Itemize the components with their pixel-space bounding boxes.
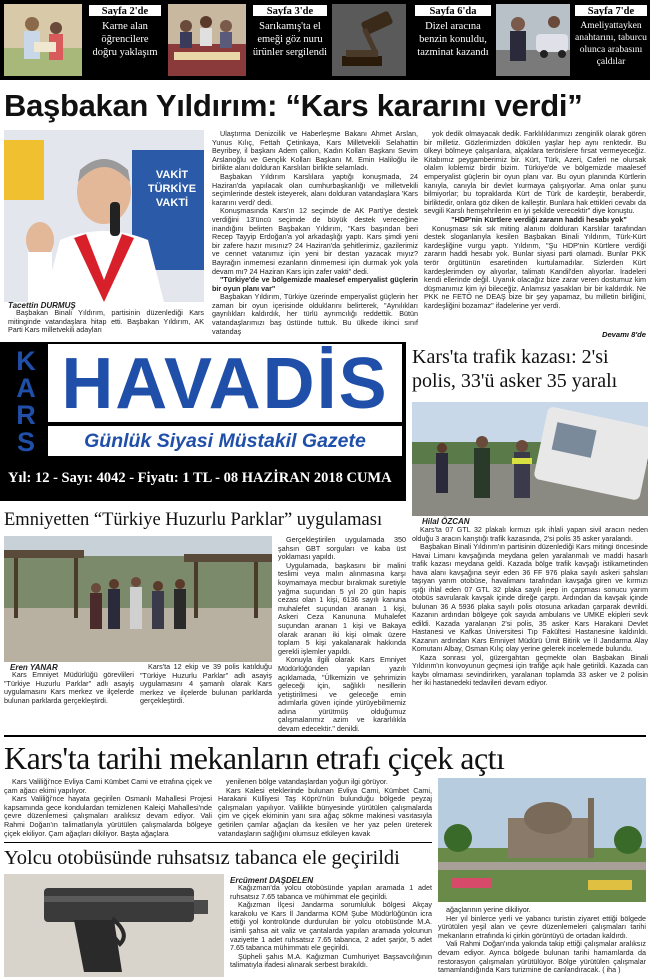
parks-reporter: Eren YANAR: [10, 663, 58, 672]
parks-headline[interactable]: Emniyetten “Türkiye Huzurlu Parklar” uygulaması: [4, 510, 383, 530]
traffic-body: Kars'ta 07 GTL 32 plakalı kırmızı ışık ihlali yapan sivil aracın neden olduğu 3 aracın karıştığı trafik kazasında, 2'si polis 35 asker yaralandı. Başbakan Binali Yıldırım'ın partisinin düzenlediği Kars mitingi öncesinde Havai Limanı kavşağında meydana gelen yaralanmalı ve maddi hasarlı trafik kazası meydana geldi. Kazada bölge trafik kavşağı istikametinden hava alanı kavşağına seyir eden 36 FF 976 plaka sayılı askeri şahsları taşıyan yarım otobüse, havalimanı tarafından kavşağa giren ve kırmızı ışığı ihlal eden 07 GTL 32 plaka sayılı jeep in çarpması sonucu yarım otobüs savrularak kavşak içinde direğe çarptı. Ardından da kavşak içinde bulunan 36 A 5936 plaka sayılı polis otosuna arkadan çarparak devrildi. Kazanın ardından bölgeye çok sayıda ambulans ve UMKE ekipleri sevk edildi. Kazada yaralanan 2'si polis, 35 asker Kars Harakani Devlet Hastanesi ve Kafkas Üniversitesi Tıp Fakültesi Hastanesine kaldırıldı. Kazanın ardından Kars Emniyet Müdürü Ümit Bitirik ve İl Jandarma Alay Komutanı Albay, Osman Kılıç olay yerine gelerek incelemede bulundu. Kaza sonrası yol, güzergahtan geçmekte olan Başbakan Binali Yıldırım'ın konvoyunun geçmesi için trafiğe açık hale getirildi. Kazada can kaybı olmaması sevindirirken, yaralanan toplamda 33 asker ve 2 polisin her iki hastanedeki tedavileri devam ediyor.: [412, 526, 648, 687]
traffic-headline[interactable]: Kars'ta trafik kazası: 2'si polis, 33'ü asker 35 yaralı: [412, 346, 618, 392]
flowers-headline[interactable]: Kars'ta tarihi mekanların etrafı çiçek açtı: [4, 740, 505, 776]
teaser-2-label: Sayfa 3'de: [252, 4, 328, 17]
teaser-4-text: Ameliyattayken anahtarını, taburcu olunca arabasını çaldılar: [575, 20, 647, 67]
masthead-tagline: Günlük Siyasi Müstakil Gazete: [48, 426, 402, 456]
traffic-reporter: Hilal ÖZCAN: [422, 517, 470, 526]
lead-photo: [4, 130, 204, 302]
masthead-issue-info: Yıl: 12 - Sayı: 4042 - Fiyatı: 1 TL - 08 HAZİRAN 2018 CUMA: [8, 470, 392, 486]
pistol-reporter: Ercüment DAŞDELEN: [230, 876, 314, 885]
pistol-body: Kağızman'da yolcu otobüsünde yapılan aramada 1 adet ruhsatsız 7.65 tabanca ve mühimmat ele geçirildi. Kağızman İlçesi Jandarma sorumluluk bölgesi Akçay karakolu ve Kars İl Jandarma KOM Şube Müdürlüğünün icra ettiği yol kontrolünde durdurulan bir yolcu otobüsünde M.A. isimli şahsa ait valiz ve çantalarda yapılan aramada yolcunun vaziyette 1 adet ruhsatsız 7.65 tabanca, 2 adet şarjör, 5 adet 7.65 tabanca mühimmatı ele geçirildi. Şüpheli şahıs M.A. Kağızman Cumhuriyet Başsavcılığının talimatıyla ifadesi alınarak serbest bırakıldı.: [230, 883, 432, 970]
teaser-2-text: Sarıkamış'ta el emeği göz nuru ürünler sergilendi: [252, 21, 328, 58]
lead-col2: Ulaştırma Denizcilik ve Haberleşme Bakanı Ahmet Arslan, Yunus Kılıç, Fettah Çetinkaya, Kars Milletvekili Selahattin Beyribey, il başkanı Adem çalkın, Kadın Kolları Başkanı Sevim Arslanoğlu ve Gençlik Kolları Başkanı M. Emin Haliloğlu ile birlikte alanı dolduran Karslıları birlikte selamladı. Başbakan Yıldırım Karslılara yaptığı konuşmada, 24 Haziran'da yapılacak olan cumhurbaşkanlığı ve milletvekili seçimlerinde destek isteyerek, alanı dolduran vatandaşlara 'Kars kararını verdi' dedi. Konuşmasında Kars'ın 12 seçimde de AK Parti'ye destek verdiğini 13'üncü seçimde de büyük destek vereceğine inandığını belirten Başbakan Yıldırım, "Kars başından beri Recep Tayyip Erdoğan'a yol arkadaşlığı yaptı. Kars şimdi yeni bir zafere hazır mısınız? 24 Haziran'da şehitlerimiz, gazilerimiz ve cennet vatanımız için yeni bir destan yazacak mıyız? Bayrağın inmemesi ezanların dinmemesi için durmak yok yola devam mı? 24 Haziran Kars için zafer vakti" dedi. "Türkiye'de ve bölgemizde maalesef emperyalist güçlerin bir oyun planı var" Başbakan Yıldırım, Türkiye üzerinde emperyalist güçlerin her zaman bir oyun içerisinde olduklarını belirterek, "Aynılıkları gayrılıkları kaldırdık, her türlü ayrımcılığı reddettik. Bütün vatandaşlarımızı baş üstünde tuttuk. Bu ülkede ikinci sınıf vatandaş: [212, 129, 418, 336]
teaser-4-photo: [496, 4, 570, 76]
teaser-1-photo: [4, 4, 82, 76]
pistol-headline[interactable]: Yolcu otobüsünde ruhsatsız tabanca ele geçirildi: [4, 847, 400, 869]
teaser-3-photo: [332, 4, 406, 76]
flowers-col2: yenilenen bölge vatandaşlardan yoğun ilgi görüyor. Kars Kalesi eteklerinde bulunan Evliya Cami, Kümbet Cami, Harakani Külliyesi Taş Köprü'nün bulunduğu bölgede peyzaj çalışmaları yapılıyor. Valilikte bünyesinde yürütülen çalışmalarda çim ve çiçek ekiminin yanı sıra ağaç sökme makinesi vasıtasıyla getirilen çamlar ağaçları da kesilen ve her yaz pelen üreterek vatandaşların sağlığını olumsuz etkileyen kavak: [218, 777, 432, 838]
lead-reporter: Tacettin DURMUŞ: [8, 301, 76, 310]
teaser-3[interactable]: [332, 4, 492, 76]
lead-col3: yok dedik olmayacak dedik. Farklılıklarımızı zenginlik olarak gören bir milletiz. Gözlerimizden dökülen yaşlar hep aynı renktedir. Bu ülkeyi bölmeye çalışanlara, alçaklara terörislere fırsat vermeyeceğiz. Kitabımız peygamberimiz bir. Kürt, Türk, Azeri, Caferi ne olursak olalım kıblemiz birdir bizim. Türkiye'de ve bölgemizde maalesef emperyalist güçlerin bir oyun planı var. Bu oyun planında Kürtlerin kanıyla, canıyla bir devlet kurmaya çalışıyorlar. Ama onlar şunu bilmiyorlar; bu topraklarda Kürt de Türk de kardeştir, beraberdir, birliktedir, onlara göz diken de kalleştir. Bunlara hak ettikleri cevabı da sevgili Karslı hemşehrilerim en iyi şekilde verecektir" diye konuştu. "HDP'nin Kürtlere verdiği zararın haddi hesabı yok" Konuşması sık sık miting alanını dolduran Karslılar tarafından destek sloganlarıyla kesilen Başbakan Binali Yıldırım, Türk-Kürt kardeşliğine vurgu yaptı. Yıldırım, "Şu HDP'nin Kürtlere verdiği zararın haddi hesabı yok. Bunlar siyasi parti olamadı. Bunlar PKK terör örgütünün esaretinden kurtulamadılar. Sizlerden Kürt kardeşlerimden oy alıyorlar, talimatı Kandil'den alıyorlar. İradeleri kendi ellerinde değil. Uyanık olacağız bize zarar veren dostumuz kim düşmanımız kim iyi bileceğiz. Anlamsız yasakları bir bir kaldırdık. Ne PKK ne FETÖ ne DEAŞ bize bir şey yapamaz, bu milletin birliğini, kardeşliğini bozamaz" ifadelerine yer verdi.: [424, 129, 646, 310]
flowers-col3: ağaçlarının yerine dikiliyor. Her yıl binlerce yerli ve yabancı turistin ziyaret ettiği bölgede yürütülen yeşil alan ve çevre düzenlemeleri çalışmaları tarihi mekanların etrafında ki çirkin görüntüyü de ortadan kaldırdı. Vali Rahmi Doğan'ında yakında takip ettiği çalışmalar aralıksız devam ediyor. Ayrıca bölgede bulunan tarihi hamamlarda da restorasyon çalışmaları yürütülüyor. Bölge yürütülen çalışmalar tamamlandığında Kars turizmine de canlandıracak. ( iha ): [438, 905, 646, 975]
teaser-1[interactable]: [4, 4, 162, 76]
teaser-2-photo: [168, 4, 246, 76]
teaser-3-label: Sayfa 6'da: [414, 4, 492, 17]
parks-col1: Kars Emniyet Müdürlüğü görevlileri "Türkiye Huzurlu Parklar" adlı asayiş uygulamasını Kars merkez ve ilçelerde bulunan parklarda gerçekleştirdi.: [4, 670, 134, 705]
section-divider: [4, 735, 646, 737]
masthead: [0, 342, 406, 501]
parks-photo: [4, 536, 272, 662]
pistol-photo: [4, 874, 224, 977]
flowers-col1: Kars Valiliği'nce Evliya Cami Kümbet Cami ve etrafına çiçek ve çam ağacı ekimi yapılıyor. Kars Valiliği'nce hayata geçirilen Osmanlı Mahallesi Projesi kapsamında gece kondulardan temizlenen Kaleiçi Mahallesi'nde çevre düzenlemesi çalışmaları aralıksız devam ediyor. Vali Rahmi Doğan'ın talimatlarıyla yürütülen çalışmalarda bölgeye çiçek ekiliyor. Çam ağaçları dikiliyor. Başta ağaçlara: [4, 777, 212, 838]
parks-col2: Kars'ta 12 ekip ve 39 polis katılduğu "Türkiye Huzurlu Parklar" adlı asayiş uygulamasını 4 şamanlı olarak Kars merkez ve ilçelerde bulunan parklarda gerçekleştirdi.: [140, 662, 272, 706]
parks-col3: Gerçekleştirilen uygulamada 350 şahsın GBT sorguları ve kaba üst yoklaması yapıldı. Uygulamada, başkasını bir malini teslimi veya malın alınmasına karşı koymamaya mecbur bırakmak suretiyle yağma suçundan 5 yıl 20 gün hapis cezası olan 1 kişi, 6136 sayılı kanuna muhalefet suçundan aranan 1 kişi, Askeri Ceza Kanununa Muhalefet suçundan aranan 1 kişi ve Bakaya olarak aranan iki kişi olmak üzere toplam 5 kişi yakalanarak hakkında gerekli işlemler yapıldı. Konuyla ilgili olarak Kars Emniyet Müdürlüğünden yapılan yazılı açıklamada, "Ülkemizin ve şehrimizin geleceği için, sağlıklı nesillerin yetiştirilmesi ve geleceğe emin adımlarla güven içinde yürüyebilmemiz adına yürütmüş olduğumuz çalışmalarımız azim ve kararlılıkla devam edecektir." denildi.: [278, 535, 406, 734]
teaser-3-text: Dizel aracına benzin konuldu, tazminat kazandı: [417, 21, 489, 58]
lead-continued[interactable]: Devamı 8'de: [601, 330, 646, 339]
flowers-photo: [438, 778, 646, 902]
lead-col1: Başbakan Binali Yıldırım, partisinin düzenlediği Kars mitinginde vatandaşlara hitap etti. Başbakan Yıldırım, AK Parti Kars milletvekili adayları: [8, 308, 204, 335]
teaser-2[interactable]: [168, 4, 328, 76]
lead-photo-sign: VAKİT TÜRKİYE VAKTİ: [147, 169, 197, 209]
masthead-kars: K A R S: [16, 346, 36, 457]
pistol-top-rule: [4, 842, 432, 843]
teaser-1-label: Sayfa 2'de: [88, 4, 162, 17]
lead-headline[interactable]: Başbakan Yıldırım: “Kars kararını verdi”: [4, 88, 583, 123]
traffic-photo: [412, 402, 648, 516]
masthead-title: HAVADİS: [48, 344, 402, 422]
teaser-1-text: Karne alan öğrencilere doğru yaklaşım: [92, 21, 158, 58]
teaser-4-label: Sayfa 7'de: [574, 4, 648, 17]
teaser-strip: [0, 0, 650, 80]
teaser-4[interactable]: [496, 4, 648, 76]
